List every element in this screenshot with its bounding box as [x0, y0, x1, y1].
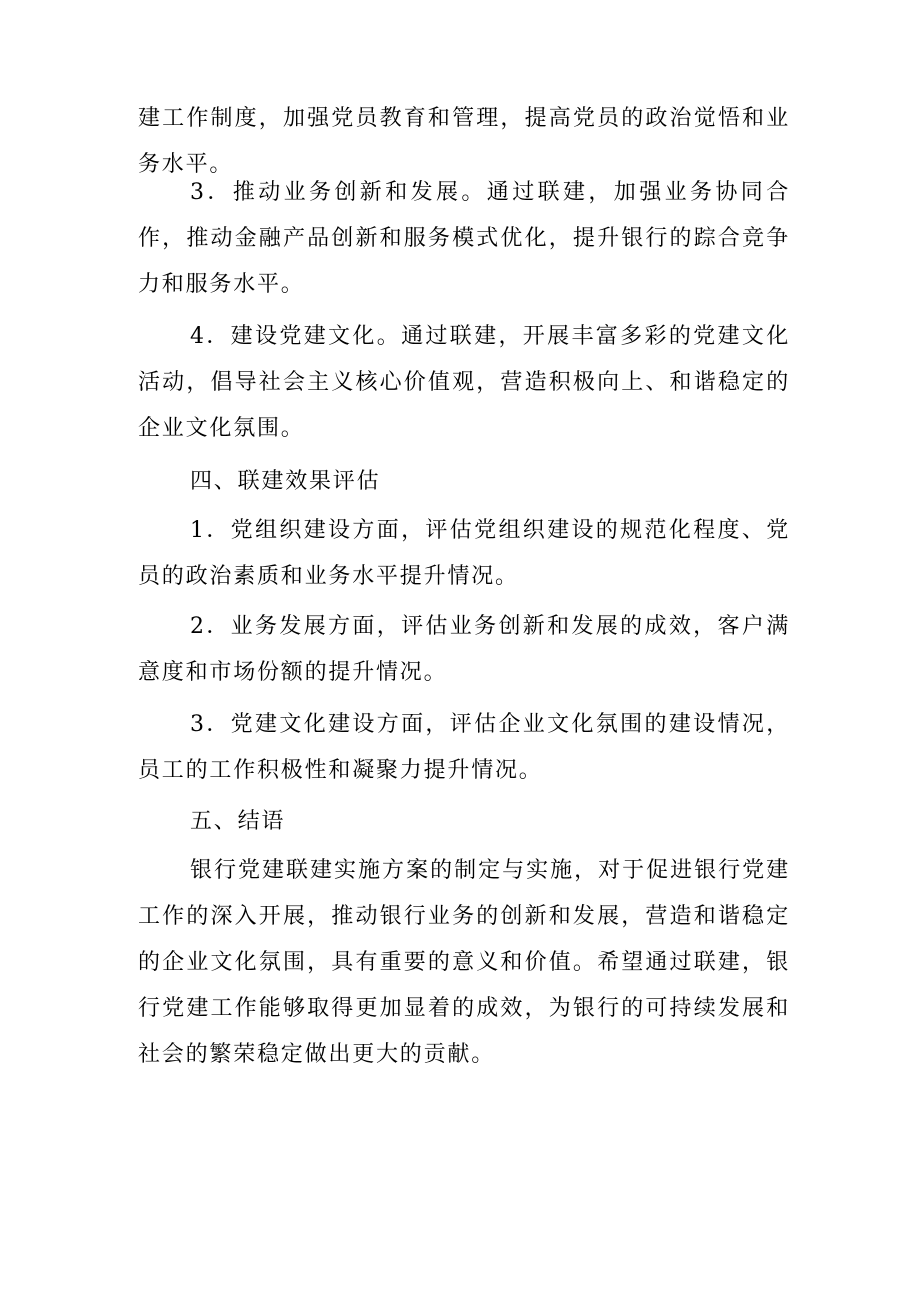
section-heading-5: 五、结语	[190, 809, 286, 834]
paragraph-conclusion: 银行党建联建实施方案的制定与实施，对于促进银行党建工作的深入开展，推动银行业务的创新和发展，营造和谐稳定的企业文化氛围，具有重要的意义和价值。希望通过联建，银行党建工作能够取得更加显着的成效，为银行的可持续发展和社会的繁荣稳定做出更大的贡献。	[138, 858, 790, 1067]
paragraph-continued: 建工作制度，加强党员教育和管理，提高党员的政治觉悟和业务水平。	[138, 106, 790, 177]
section-heading-4: 四、联建效果评估	[190, 469, 381, 494]
paragraph-eval-3: 3．党建文化建设方面，评估企业文化氛围的建设情况，员工的工作积极性和凝聚力提升情况。	[138, 712, 790, 783]
paragraph-item-4: 4．建设党建文化。通过联建，开展丰富多彩的党建文化活动，倡导社会主义核心价值观，营造积极向上、和谐稳定的企业文化氛围。	[138, 324, 790, 441]
paragraph-eval-2: 2．业务发展方面，评估业务创新和发展的成效，客户满意度和市场份额的提升情况。	[138, 614, 790, 685]
paragraph-eval-1: 1．党组织建设方面，评估党组织建设的规范化程度、党员的政治素质和业务水平提升情况。	[138, 518, 790, 589]
paragraph-item-3: 3．推动业务创新和发展。通过联建，加强业务协同合作，推动金融产品创新和服务模式优化，提升银行的踪合竞争力和服务水平。	[138, 180, 790, 297]
